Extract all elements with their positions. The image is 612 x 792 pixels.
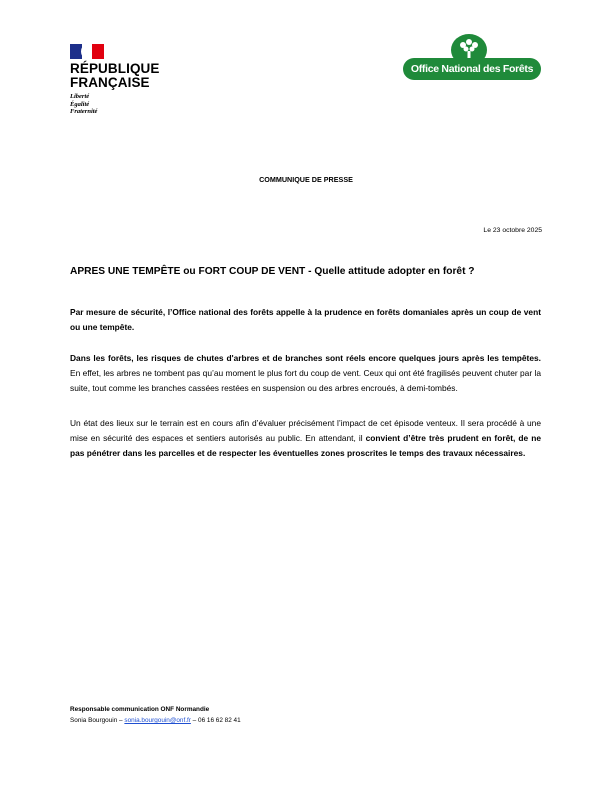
document-title: APRES UNE TEMPÊTE ou FORT COUP DE VENT - Quelle attitude adopter en forêt ? xyxy=(70,266,475,277)
paragraph-2-rest: En effet, les arbres ne tombent pas qu’au moment le plus fort du coup de vent. Ceux qui ont été fragilisés peuvent chuter par la suite, tout comme les branches cassées restées en suspension ou des arbres encroués, à demi-tombés. xyxy=(70,368,541,393)
footer-contact xyxy=(70,704,241,726)
rf-name-line2: FRANÇAISE xyxy=(70,75,150,90)
onf-logo xyxy=(403,34,541,82)
paragraph-3 xyxy=(70,416,541,461)
document-label: COMMUNIQUE DE PRESSE xyxy=(259,175,353,184)
footer-contact-line xyxy=(70,715,241,726)
paragraph-1: Par mesure de sécurité, l’Office national des forêts appelle à la prudence en forêts domaniales après un coup de vent ou une tempête. xyxy=(70,307,541,332)
paragraph-2 xyxy=(70,351,541,396)
contact-phone: – 06 16 62 82 41 xyxy=(190,717,241,724)
paragraph-3-bold: convient d’être très prudent en forêt, de ne pas pénétrer dans les parcelles et de respecter les éventuelles zones proscrites le temps des travaux nécessaires. xyxy=(70,433,541,458)
rf-motto xyxy=(70,93,190,116)
paragraph-2-bold: Dans les forêts, les risques de chutes d'arbres et de branches sont réels encore quelques jours après les tempêtes. xyxy=(70,353,541,363)
motto-fraternite: Fraternité xyxy=(70,108,98,115)
motto-egalite: Égalité xyxy=(70,100,90,108)
onf-logo-text: Office National des Forêts xyxy=(410,63,534,75)
rf-name-line1: RÉPUBLIQUE xyxy=(70,61,160,76)
paragraph-3-start: Un état des lieux sur le terrain est en cours afin d’évaluer précisément l’impact de cet épisode venteux. Il sera procédé à une mise en sécurité des espaces et sentiers autorisés au public. En attendant, il xyxy=(70,418,541,443)
republique-francaise-logo xyxy=(70,44,190,116)
onf-banner xyxy=(403,58,541,80)
marianne-flag-icon xyxy=(70,44,104,59)
document-date: Le 23 octobre 2025 xyxy=(483,227,542,234)
footer-responsible: Responsable communication ONF Normandie xyxy=(70,706,210,713)
rf-name xyxy=(70,62,190,90)
contact-name: Sonia Bourgouin – xyxy=(70,717,125,724)
motto-liberte: Liberté xyxy=(70,93,90,100)
contact-email-link[interactable]: sonia.bourgouin@onf.fr xyxy=(124,717,191,724)
